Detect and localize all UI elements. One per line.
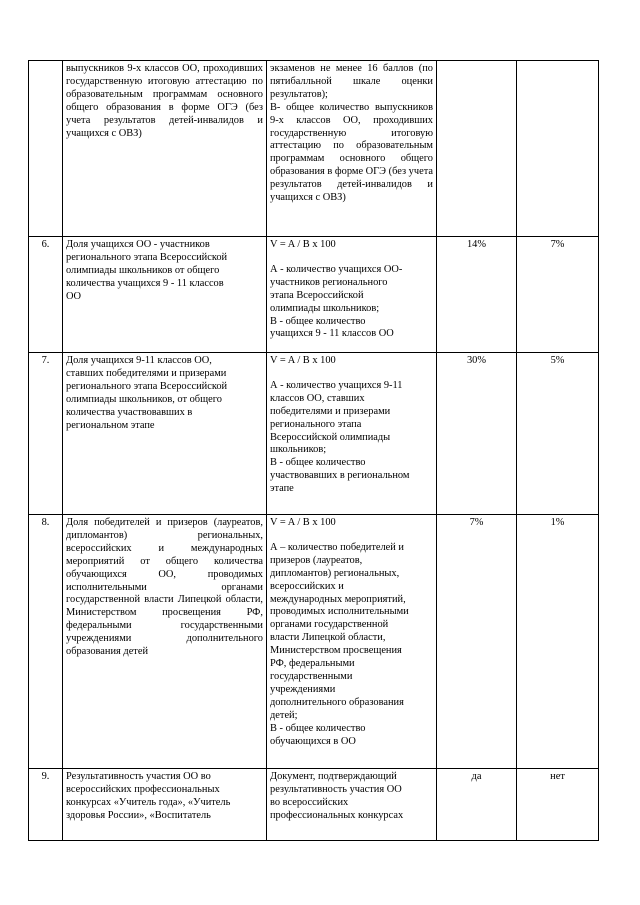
row-number: 6.	[29, 237, 63, 353]
indicator-text: Доля победителей и призеров (лауреатов, дипломантов) региональных, всероссийских и международных мероприятий от общего количества обучающихся ОО, проводимых исполнительными органами государственной власти Липецкой области, Министерством просвещения РФ, федеральными государственными учреждениями дополнительного образования детей	[66, 517, 263, 658]
value-cell-1: 14%	[437, 237, 517, 353]
value-cell-2	[517, 61, 599, 237]
value-cell-1: 30%	[437, 353, 517, 515]
value-cell-2: нет	[517, 769, 599, 841]
value-cell-1: 7%	[437, 515, 517, 769]
criteria-table	[28, 60, 599, 841]
row-number: 7.	[29, 353, 63, 515]
value-cell-2: 1%	[517, 515, 599, 769]
value-cell-1: да	[437, 769, 517, 841]
formula-cell	[267, 353, 437, 515]
formula-text: V = A / B х 100	[270, 239, 336, 250]
row-number: 9.	[29, 769, 63, 841]
formula-cell	[267, 515, 437, 769]
details-text: А – количество победителей и призеров (лауреатов, дипломантов) региональных, всероссийских и международных мероприятий, проводимых исполнительными органами государственной власти Липецкой области, Министерством просвещения РФ, федеральными государственными учреждениями дополнительного образования детей; В - общее количество обучающихся в ОО	[270, 541, 409, 747]
formula-cell	[267, 61, 437, 237]
formula-text: V = A / B х 100	[270, 355, 336, 366]
indicator-text: Результативность участия ОО во всероссийских профессиональных конкурсах «Учитель года», «Учитель здоровья России», «Воспитатель	[66, 771, 231, 821]
table-row	[29, 237, 599, 353]
table-row	[29, 769, 599, 841]
value-cell-2: 5%	[517, 353, 599, 515]
formula-cell	[267, 769, 437, 841]
table-row	[29, 353, 599, 515]
indicator-cell	[63, 237, 267, 353]
formula-cell	[267, 237, 437, 353]
value-cell-1	[437, 61, 517, 237]
value-cell-2: 7%	[517, 237, 599, 353]
indicator-text: Доля учащихся 9-11 классов ОО, ставших победителями и призерами регионального этапа Всероссийской олимпиады школьников, от общего количества участвовавших в региональном этапе	[66, 355, 228, 431]
row-number: 8.	[29, 515, 63, 769]
indicator-cell	[63, 515, 267, 769]
table-row	[29, 61, 599, 237]
details-text: Документ, подтверждающий результативность участия ОО во всероссийских профессиональных конкурсах	[270, 771, 404, 821]
indicator-cell	[63, 769, 267, 841]
details-text: А - количество учащихся ОО- участников регионального этапа Всероссийской олимпиады школьников; В - общее количество учащихся 9 - 11 классов ОО	[270, 263, 403, 340]
indicator-cell	[63, 353, 267, 515]
formula-text: V = A / B х 100	[270, 517, 336, 528]
row-number	[29, 61, 63, 237]
table-row	[29, 515, 599, 769]
indicator-text: Доля учащихся ОО - участников регионального этапа Всероссийской олимпиады школьников от общего количества учащихся 9 - 11 классов ОО	[66, 239, 228, 302]
indicator-text: выпускников 9-х классов ОО, проходивших государственную итоговую аттестацию по образовательным программам основного общего образования в форме ОГЭ (без учета результатов детей-инвалидов и учащихся с ОВЗ)	[66, 63, 263, 139]
details-text: А - количество учащихся 9-11 классов ОО, ставших победителями и призерами регионального этапа Всероссийской олимпиады школьников; В - общее количество участвовавших в региональном этапе	[270, 379, 410, 495]
details-text: экзаменов не менее 16 баллов (по пятибалльной шкале оценки результатов); В- общее количество выпускников 9-х классов ОО, проходивших государственную итоговую аттестацию по образовательным программам основного общего образования в форме ОГЭ (без учета результатов детей-инвалидов и учащихся с ОВЗ)	[270, 63, 433, 204]
indicator-cell	[63, 61, 267, 237]
